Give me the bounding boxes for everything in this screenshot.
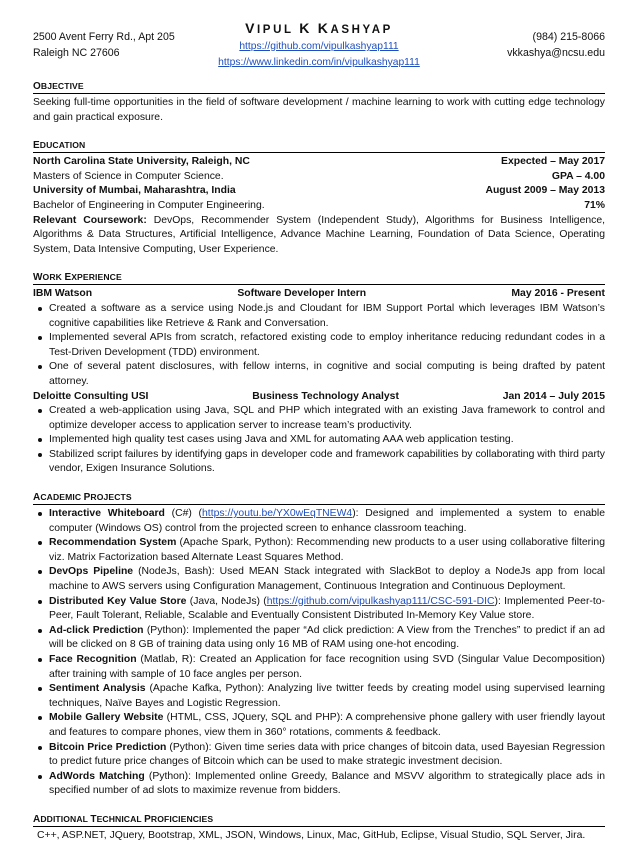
school-name: North Carolina State University, Raleigh, NC (33, 156, 250, 168)
education-section (33, 129, 605, 257)
list-item: Implemented high quality test cases using Java and XML for automating AAA web application testing. (49, 433, 605, 448)
education-date: August 2009 – May 2013 (485, 185, 605, 197)
degree-name: Bachelor of Engineering in Computer Engineering. (33, 199, 265, 211)
work-experience-section (33, 261, 605, 477)
education-entry (33, 184, 605, 213)
skills-text: C++, ASP.NET, JQuery, Bootstrap, XML, JSON, Windows, Linux, Mac, GitHub, Eclipse, Visual Studio, SQL Server, Jira. (37, 829, 586, 841)
list-item: Stabilized script failures by identifying gaps in developer code and framework capabilities by collaborating with third party vendor, Exigen Insurance Solutions. (49, 448, 605, 477)
technical-proficiencies-section (33, 803, 605, 844)
section-title-work-experience: WORK EXPERIENCE (33, 261, 605, 285)
school-name: University of Mumbai, Maharashtra, India (33, 185, 236, 197)
project-name: Distributed Key Value Store (49, 595, 187, 607)
phone-number: (984) 215-8066 (532, 31, 605, 43)
list-item: Ad-click Prediction (Python): Implemented the paper “Ad click prediction: A View from the Trenches” to predict if an ad will be clicked on 8 GB of training data using only 16 MB of RAM using one-hot encoding. (49, 624, 605, 653)
objective-text: Seeking full-time opportunities in the field of software development / machine learning to work with cutting edge technology and gain practical exposure. (33, 97, 605, 123)
education-grade: GPA – 4.00 (551, 170, 605, 182)
github-link[interactable]: https://github.com/vipulkashyap111 (239, 41, 399, 52)
job-bullets (33, 404, 605, 477)
list-item: Mobile Gallery Website (HTML, CSS, JQuery, SQL and PHP): A comprehensive phone gallery with user friendly layout and features to compare phones, view them in 360° rotations, comments & feedback. (49, 711, 605, 740)
list-item: Sentiment Analysis (Apache Kafka, Python): Analyzing live twitter feeds by creating model using supervised learning techniques, Naïve Bayes and Logistic Regression. (49, 682, 605, 711)
company-name: IBM Watson (33, 288, 93, 300)
list-item: Bitcoin Price Prediction (Python): Given time series data with price changes of bitcoin data, used Bayesian Regression to predict future price changes of Bitcoin which can be used to make strategic investment decision. (49, 741, 605, 770)
objective-section (33, 70, 605, 125)
education-date: Expected – May 2017 (501, 156, 605, 168)
list-item: Interactive Whiteboard (C#) (https://youtu.be/YX0wEqTNEW4): Designed and implemented a system to enable computer (Windows OS) control from the projected screen to enhance classroom teaching. (49, 507, 605, 536)
list-item: Created a web-application using Java, SQL and PHP which integrated with an existing Java framework to control and optimize developer access to application server to increase team’s productivity. (49, 404, 605, 433)
project-github-link[interactable]: https://github.com/vipulkashyap111/CSC-591-DIC (266, 595, 495, 607)
job-role: Business Technology Analyst (252, 390, 399, 402)
job-bullets (33, 302, 605, 390)
list-item: Created a software as a service using Node.js and Cloudant for IBM Support Portal which leverages IBM Watson’s cognitive capabilities like Retrieve & Rank and Conversation. (49, 302, 605, 331)
project-name: Mobile Gallery Website (49, 712, 164, 724)
project-list (33, 507, 605, 799)
section-title-academic-projects: ACADEMIC PROJECTS (33, 481, 605, 505)
coursework-label: Relevant Coursework: (33, 214, 147, 226)
job-entry (33, 287, 605, 389)
contact-block (507, 29, 605, 61)
job-date: Jan 2014 – July 2015 (502, 390, 605, 402)
section-title-education: EDUCATION (33, 129, 605, 153)
project-name: Recommendation System (49, 537, 177, 549)
list-item: Recommendation System (Apache Spark, Python): Recommending new products to a user using collaborative filtering viz. Matrix Factorization based Alternate Least Squares Method. (49, 536, 605, 565)
company-name: Deloitte Consulting USI (33, 390, 149, 402)
project-name: Interactive Whiteboard (49, 508, 165, 520)
project-name: AdWords Matching (49, 770, 145, 782)
job-entry (33, 390, 605, 478)
education-grade: 71% (584, 199, 605, 211)
coursework-text: DevOps, Recommender System (Independent Study), Algorithms for Business Intelligence, Algorithms & Data Structures, Artificial Intelligence, Advance Machine Learning, Foundation of Data Science, Operating System, Data Intensive Computing, User Experience. (33, 214, 605, 255)
project-name: DevOps Pipeline (49, 566, 134, 578)
list-item: AdWords Matching (Python): Implemented online Greedy, Balance and MSVV algorithm to strategically place ads in specified number of ad slots to maximize revenue from bidders. (49, 770, 605, 799)
address-line-1: 2500 Avent Ferry Rd., Apt 205 (33, 31, 175, 43)
resume-header (33, 20, 605, 66)
list-item: One of several patent disclosures, with fellow interns, in cognitive and social computing is being drafted by patent attorney. (49, 360, 605, 389)
list-item: Implemented several APIs from scratch, refactored existing code to employ inheritance reducing redundant codes in a Test-Driven Development (TDD) environment. (49, 331, 605, 360)
project-name: Face Recognition (49, 654, 137, 665)
project-video-link[interactable]: https://youtu.be/YX0wEqTNEW4 (202, 508, 353, 520)
list-item: DevOps Pipeline (NodeJs, Bash): Used MEAN Stack integrated with SlackBot to deploy a NodeJs app from local machine to AWS servers using Configuration Management, Continuous Integration and Continuous Deployment. (49, 565, 605, 594)
linkedin-link[interactable]: https://www.linkedin.com/in/vipulkashyap111 (218, 57, 420, 68)
degree-name: Masters of Science in Computer Science. (33, 170, 224, 182)
candidate-name: VIPUL K KASHYAP (245, 20, 393, 36)
list-item: Face Recognition (Matlab, R): Created an Application for face recognition using SVD (Singular Value Decomposition) after training with sample of 10 face angles per person. (49, 653, 605, 682)
job-role: Software Developer Intern (237, 288, 367, 300)
education-entry (33, 155, 605, 184)
project-name: Ad-click Prediction (49, 624, 144, 636)
academic-projects-section (33, 481, 605, 799)
resume-page (33, 20, 605, 844)
job-date: May 2016 - Present (511, 288, 605, 300)
address-line-2: Raleigh NC 27606 (33, 47, 120, 59)
project-name: Sentiment Analysis (49, 683, 146, 695)
project-name: Bitcoin Price Prediction (49, 741, 167, 753)
relevant-coursework (33, 214, 605, 258)
list-item: Distributed Key Value Store (Java, NodeJs) (https://github.com/vipulkashyap111/CSC-591-DIC): Implemented Peer-to-Peer, Fault Tolerant, Reliable, Scalable and Eventually Consistent Distributed In-Memory Key Value store. (49, 595, 605, 624)
section-title-objective: OBJECTIVE (33, 70, 605, 94)
email-address: vkkashya@ncsu.edu (507, 47, 605, 59)
section-title-technical-proficiencies: ADDITIONAL TECHNICAL PROFICIENCIES (33, 803, 605, 827)
